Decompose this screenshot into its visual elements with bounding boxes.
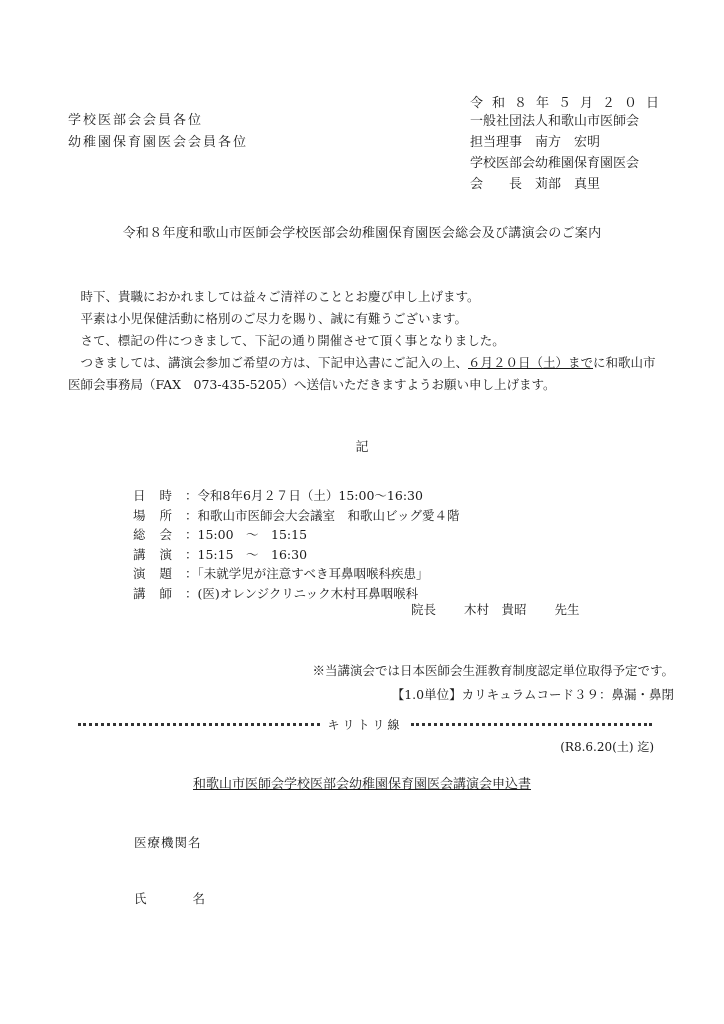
detail-label: 講演 [133, 546, 187, 562]
cme-note-line-1: ※当講演会では日本医師会生涯教育制度認定単位取得予定です。 [312, 663, 674, 678]
recipients [68, 110, 248, 154]
cme-note-line-2: 【1.0単位】カリキュラムコード３９：鼻漏・鼻閉 [391, 687, 674, 702]
body-p4-post: に和歌山市医師会事務局（FAX 073-435-5205）へ送信いただきますようお願い申し上げます。 [68, 355, 656, 392]
ki-heading: 記 [355, 440, 369, 455]
lecturer-name: 木村 貴昭 [464, 602, 527, 617]
detail-label: 日時 [133, 488, 187, 503]
cut-line [78, 716, 652, 733]
sender-chair: 会 長 苅部 真里 [470, 177, 601, 192]
detail-value: ：「未就学児が注意すべき耳鼻咽喉科疾患」 [185, 566, 429, 581]
body-p4-pre: つきましては、講演会参加ご希望の方は、下記申込書にご記入の上、 [80, 355, 469, 370]
detail-value: ：令和8年6月２７日（土）15:00～16:30 [185, 488, 423, 503]
cut-line-label: キリトリ線 [327, 718, 403, 732]
detail-row-datetime [133, 486, 460, 506]
lecturer-role: 院長 [411, 602, 437, 617]
body-paragraph-4 [68, 352, 668, 396]
detail-label: 演題 [133, 566, 187, 581]
lecturer-suffix: 先生 [554, 602, 580, 617]
detail-label: 講師 [133, 585, 187, 601]
detail-value: ：15:15 ～ 16:30 [185, 546, 308, 562]
sender-block [470, 111, 639, 195]
detail-value: ：(医)オレンジクリニック木村耳鼻咽喉科 [185, 585, 419, 601]
sender-department: 学校医部会幼稚園保育園医会 [470, 156, 640, 171]
body-text [68, 286, 668, 396]
body-paragraph-1: 時下、貴職におかれましては益々ご清祥のこととお慶び申し上げます。 [80, 289, 480, 304]
detail-label: 場所 [133, 507, 187, 523]
cme-note [312, 659, 674, 707]
sender-organization: 一般社団法人和歌山市医師会 [470, 114, 640, 129]
recipient-school-doctors: 学校医部会会員各位 [68, 113, 204, 128]
deadline-highlight: ６月２０日（土）まで [468, 355, 594, 370]
field-name-char-2: 名 [192, 891, 206, 906]
form-title [0, 773, 724, 792]
cut-line-dots-right [411, 723, 653, 726]
lecturer-name-line [411, 600, 608, 618]
field-name-label [134, 889, 205, 907]
event-details [133, 486, 460, 603]
recipient-kindergarten-doctors: 幼稚園保育園医会会員各位 [68, 135, 249, 150]
detail-label: 総会 [133, 527, 187, 542]
detail-row-topic [133, 564, 460, 584]
detail-row-place [133, 506, 460, 526]
detail-row-general-meeting [133, 525, 460, 545]
detail-value: ：和歌山市医師会大会議室 和歌山ビッグ愛４階 [185, 507, 460, 523]
body-paragraph-2: 平素は小児保健活動に格別のご尽力を賜り、誠に有難うございます。 [80, 311, 468, 326]
document-title: 令和８年度和歌山市医師会学校医部会幼稚園保育園医会総会及び講演会のご案内 [122, 226, 602, 241]
form-deadline: (R8.6.20(土) 迄) [560, 740, 654, 754]
cut-line-dots-left [78, 723, 320, 726]
sender-director: 担当理事 南方 宏明 [470, 135, 601, 150]
form-title-text: 和歌山市医師会学校医部会幼稚園保育園医会講演会申込書 [192, 777, 531, 792]
document-date: 令和８年５月２０日 [470, 96, 669, 111]
detail-row-lecture [133, 545, 460, 565]
field-institution-label: 医療機関名 [134, 835, 202, 850]
field-name-char-1: 氏 [134, 891, 147, 906]
detail-value: ：15:00 ～ 15:15 [185, 527, 308, 542]
body-paragraph-3: さて、標記の件につきまして、下記の通り開催させて頂く事となりました。 [80, 333, 505, 348]
